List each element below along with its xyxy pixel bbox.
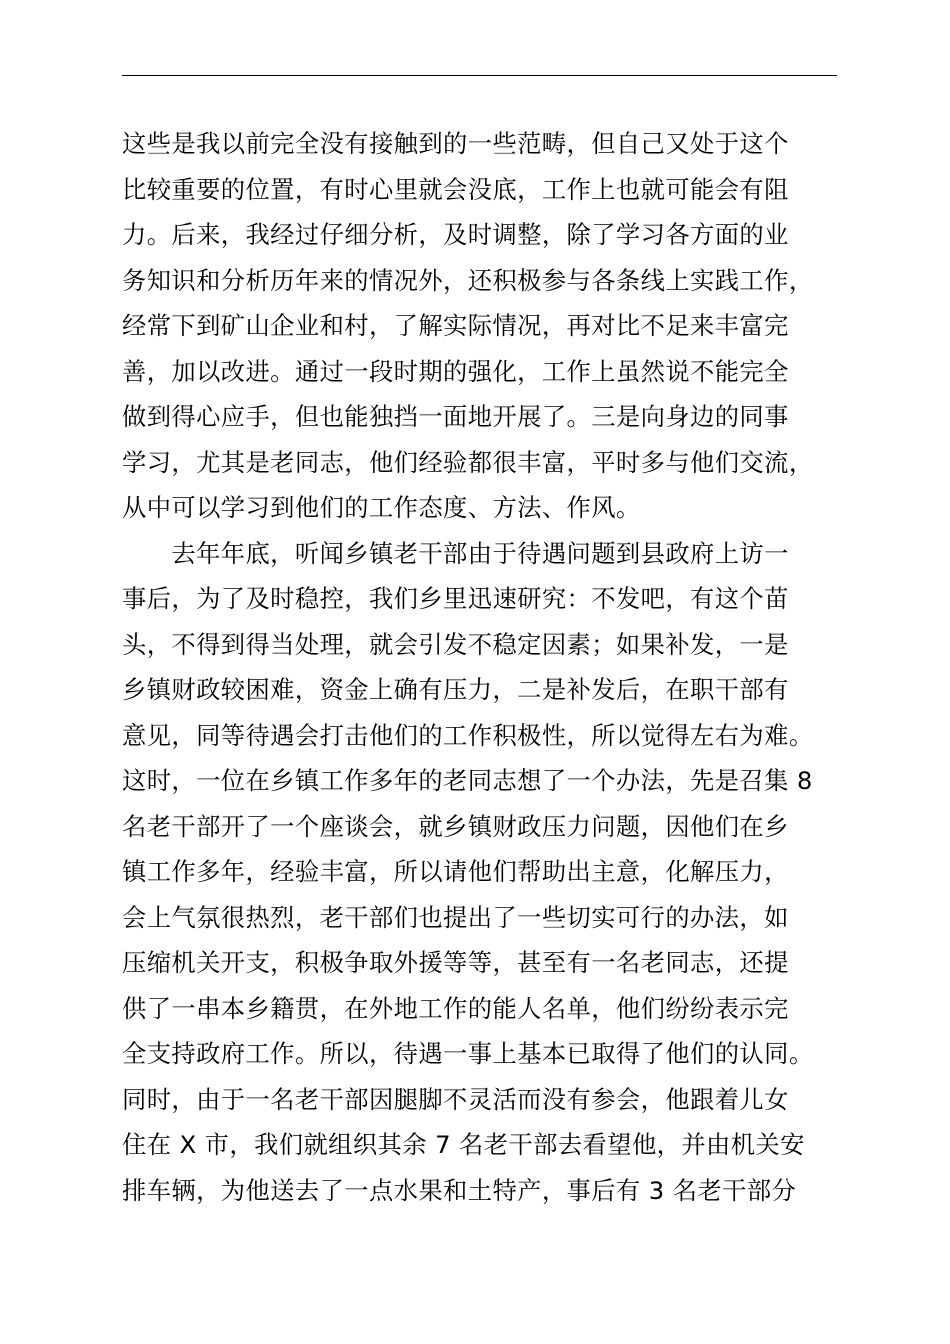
text-line: 做到得心应手，但也能独挡一面地开展了。三是向身边的同事 [122,402,789,431]
text-line: 同时，由于一名老干部因腿脚不灵活而没有参会，他跟着儿女 [122,1084,789,1114]
text-line: 会上气氛很热烈，老干部们也提出了一些切实可行的办法，如 [122,902,789,932]
text-line: 供了一串本乡籍贯，在外地工作的能人名单，他们纷纷表示完 [122,993,789,1023]
text-line: 善，加以改进。通过一段时期的强化，工作上虽然说不能完全 [122,356,789,386]
text-line: 从中可以学习到他们的工作态度、方法、作风。 [122,493,641,522]
text-line: 乡镇财政较困难，资金上确有压力，二是补发后，在职干部有 [122,675,789,704]
text-line: 头，不得到得当处理，就会引发不稳定因素；如果补发，一是 [122,629,789,659]
text-line: 学习，尤其是老同志，他们经验都很丰富，平时多与他们交流， [122,447,814,477]
text-line: 镇工作多年，经验丰富，所以请他们帮助出主意，化解压力， [122,857,789,886]
text-line: 意见，同等待遇会打击他们的工作积极性，所以觉得左右为难。 [122,720,814,750]
text-line: 事后，为了及时稳控，我们乡里迅速研究：不发吧，有这个苗 [122,584,789,613]
text-line: 力。后来，我经过仔细分析，及时调整，除了学习各方面的业 [122,220,789,249]
text-line: 全支持政府工作。所以，待遇一事上基本已取得了他们的认同。 [122,1039,814,1068]
text-line: 排车辆，为他送去了一点水果和土特产，事后有 3 名老干部分 [122,1175,797,1205]
text-line: 压缩机关开支，积极争取外援等等，甚至有一名老同志，还提 [122,948,789,977]
body-text [122,121,862,1213]
text-line: 比较重要的位置，有时心里就会没底，工作上也就可能会有阻 [122,174,789,204]
text-line: 住在 X 市，我们就组织其余 7 名老干部去看望他，并由机关安 [122,1130,805,1159]
text-line: 这时，一位在乡镇工作多年的老同志想了一个办法，先是召集 8 [122,766,813,795]
text-line: 这些是我以前完全没有接触到的一些范畴，但自己又处于这个 [122,129,789,158]
header-rule [122,75,837,76]
text-line: 名老干部开了一个座谈会，就乡镇财政压力问题，因他们在乡 [122,811,789,841]
text-line: 务知识和分析历年来的情况外，还积极参与各条线上实践工作， [122,265,814,295]
text-line: 经常下到矿山企业和村，了解实际情况，再对比不足来丰富完 [122,311,789,340]
text-line: 去年年底，听闻乡镇老干部由于待遇问题到县政府上访一 [122,538,789,568]
